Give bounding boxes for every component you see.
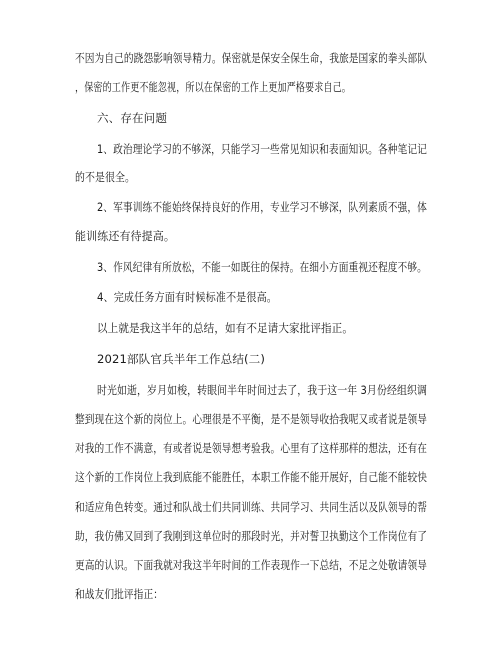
section-heading: 2021部队官兵半年工作总结(二) (97, 353, 265, 366)
paragraph-line: 对我的工作不满意，有或者说是领导想考验我。心里有了这样那样的想法，还有在 (75, 442, 427, 455)
paragraph-line: 不因为自己的跷怨影响领导精力。保密就是保安全保生命，我旅是国家的拳头部队 (75, 52, 427, 65)
paragraph-line: 这个新的工作岗位上我到底能不能胜任，本职工作能不能开展好，自己能不能较快 (75, 471, 427, 484)
paragraph-line: 能训练还有待提高。 (75, 230, 175, 243)
paragraph-line: ，保密的工作更不能忽视，所以在保密的工作上更加严格要求自己。 (75, 81, 351, 94)
paragraph-line: 和战友们批评指正： (75, 588, 163, 601)
paragraph-line: 4、完成任务方面有时候标准不是很高。 (97, 291, 277, 304)
paragraph-line: 的不是很全。 (75, 171, 135, 184)
paragraph-line: 整到现在这个新的岗位上。心理很是不平衡，是不是领导收拾我呢又或者说是领导 (75, 413, 427, 426)
paragraph-line: 时光如逝，岁月如梭，转眼间半年时间过去了，我于这一年 3月份经组织调 (97, 384, 427, 397)
paragraph-line: 以上就是我这半年的总结，如有不足请大家批评指正。 (97, 322, 353, 335)
paragraph-line: 3、作风纪律有所放松，不能一如既往的保持。在细小方面重视还程度不够。 (97, 261, 427, 274)
paragraph-line: 2、军事训练不能始终保持良好的作用，专业学习不够深，队列素质不强，体 (97, 201, 427, 214)
paragraph-line: 和适应角色转变。通过和队战士们共同训练、共同学习、共同生活以及队领导的帮 (75, 501, 427, 514)
paragraph-line: 更高的认识。下面我就对我这半年时间的工作表现作一下总结，不足之处敬请领导 (75, 559, 427, 572)
section-heading: 六、存在问题 (97, 112, 167, 125)
paragraph-line: 1、政治理论学习的不够深，只能学习一些常见知识和表面知识。各种笔记记 (97, 143, 427, 156)
paragraph-line: 助，我仿佛又回到了我刚到这单位时的那段时光，并对誓卫执勤这个工作岗位有了 (75, 530, 427, 543)
